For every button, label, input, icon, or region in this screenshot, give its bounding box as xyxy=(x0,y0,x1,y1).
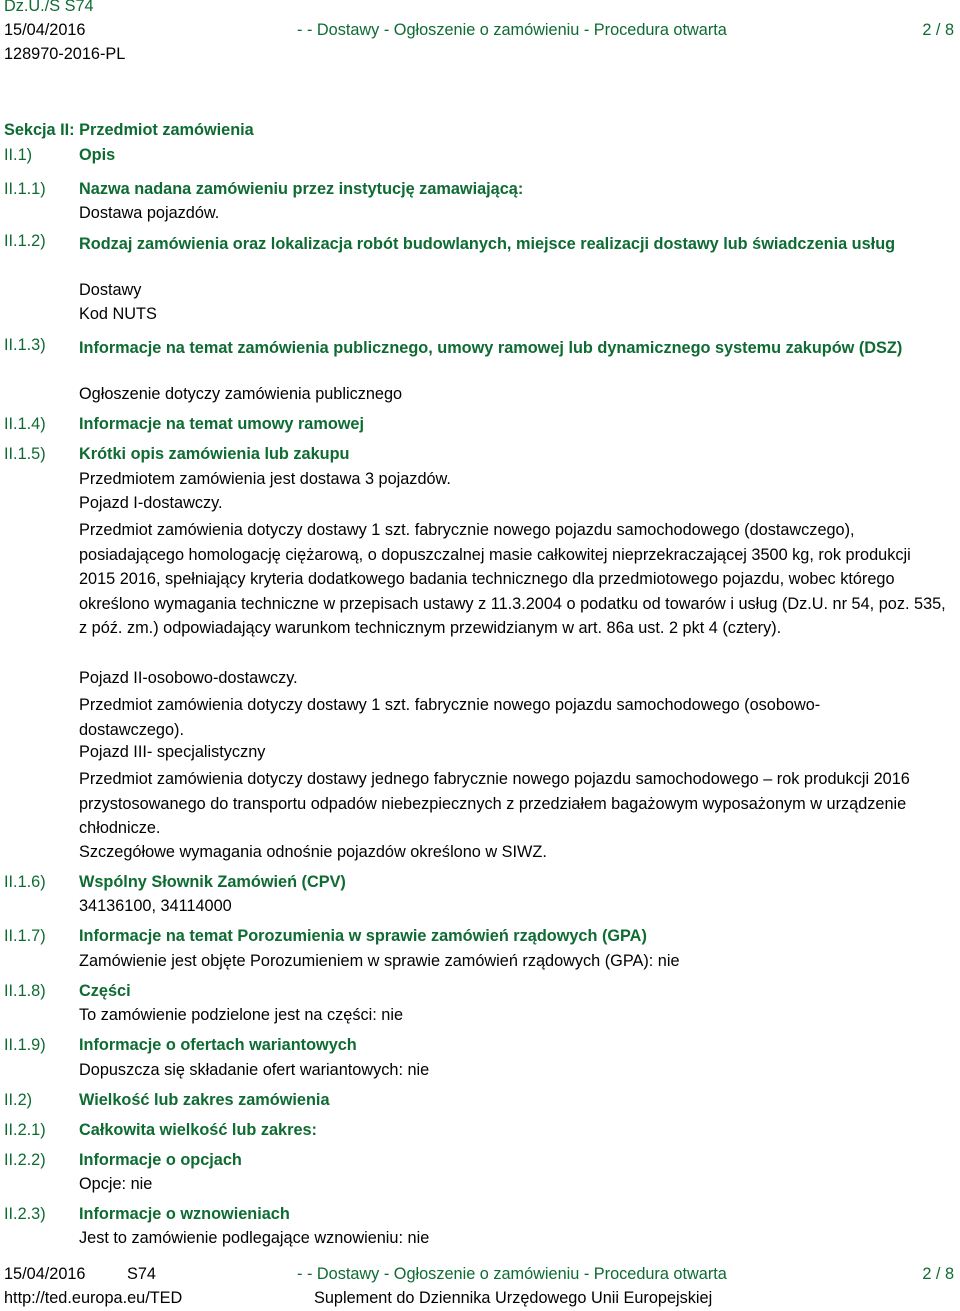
item-value: Dostawa pojazdów. xyxy=(79,204,220,222)
footer-journal: S74 xyxy=(127,1265,156,1283)
description-paragraph: Przedmiot zamówienia dotyczy dostawy 1 szt. fabrycznie nowego pojazdu samochodowego (dostawczego), posiadającego homologację ciężarową, o dopuszczalnej masie całkowitej nieprzekraczającej 3500 kg, rok produkcji 2015 2016, spełniający kryteria dodatkowego badania technicznego dla przedmiotowego pojazdu, wobec którego określono wymagania techniczne w przepisach ustawy z 11.3.2004 o podatku od towarów i usług (Dz.U. nr 54, poz. 535, z póź. zm.) odpowiadający warunkom technicznym przewidzianym w art. 86a ust. 2 pkt 4 (cztery). xyxy=(79,521,946,637)
item-number: II.1.1) xyxy=(4,180,46,198)
item-value: Ogłoszenie dotyczy zamówienia publicznego xyxy=(79,385,403,403)
description-line: Pojazd II-osobowo-dostawczy. xyxy=(79,669,298,687)
item-number: II.2.2) xyxy=(4,1151,46,1169)
item-heading: Informacje o wznowieniach xyxy=(79,1205,290,1223)
item-number: II.1.3) xyxy=(4,336,46,354)
description-line: Przedmiotem zamówienia jest dostawa 3 pojazdów. xyxy=(79,470,451,488)
item-value: Dopuszcza się składanie ofert wariantowych: nie xyxy=(79,1061,430,1079)
item-number: II.2) xyxy=(4,1091,33,1109)
header-page-number: 2 / 8 xyxy=(922,21,954,39)
item-heading: Informacje na temat Porozumienia w sprawie zamówień rządowych (GPA) xyxy=(79,927,647,945)
description-line: Pojazd III- specjalistyczny xyxy=(79,743,266,761)
item-value: Kod NUTS xyxy=(79,305,157,323)
footer-date: 15/04/2016 xyxy=(4,1265,86,1283)
footer-url[interactable]: http://ted.europa.eu/TED xyxy=(4,1289,183,1307)
header-date: 15/04/2016 xyxy=(4,21,86,39)
item-number: II.1.2) xyxy=(4,232,46,250)
item-heading: Informacje na temat umowy ramowej xyxy=(79,415,365,433)
item-heading: Części xyxy=(79,982,131,1000)
item-value: Jest to zamówienie podlegające wznowieniu: nie xyxy=(79,1229,430,1247)
item-heading: Informacje o ofertach wariantowych xyxy=(79,1036,357,1054)
item-value: Zamówienie jest objęte Porozumieniem w sprawie zamówień rządowych (GPA): nie xyxy=(79,952,680,970)
cpv-codes: 34136100, 34114000 xyxy=(79,897,232,915)
item-number: II.1.6) xyxy=(4,873,46,891)
item-number: II.1.7) xyxy=(4,927,46,945)
section-title: Sekcja II: Przedmiot zamówienia xyxy=(4,121,254,139)
item-heading: Opis xyxy=(79,146,116,164)
header-title: - - Dostawy - Ogłoszenie o zamówieniu - Procedura otwarta xyxy=(297,21,727,39)
item-heading: Nazwa nadana zamówieniu przez instytucję zamawiającą: xyxy=(79,180,524,198)
item-heading: Informacje na temat zamówienia publicznego, umowy ramowej lub dynamicznego systemu zakupów (DSZ) xyxy=(79,339,903,357)
header-journal: Dz.U./S S74 xyxy=(4,0,94,15)
item-number: II.1.8) xyxy=(4,982,46,1000)
item-number: II.1.5) xyxy=(4,445,46,463)
item-number: II.1.4) xyxy=(4,415,46,433)
description-paragraph: Przedmiot zamówienia dotyczy dostawy 1 szt. fabrycznie nowego pojazdu samochodowego (osobowo-dostawczego). xyxy=(79,696,821,739)
footer-supplement: Suplement do Dziennika Urzędowego Unii Europejskiej xyxy=(314,1289,713,1307)
item-number: II.1.9) xyxy=(4,1036,46,1054)
item-heading: Informacje o opcjach xyxy=(79,1151,242,1169)
item-number: II.2.3) xyxy=(4,1205,46,1223)
item-value: Dostawy xyxy=(79,281,142,299)
footer-title: - - Dostawy - Ogłoszenie o zamówieniu - Procedura otwarta xyxy=(297,1265,727,1283)
item-heading: Całkowita wielkość lub zakres: xyxy=(79,1121,317,1139)
item-heading: Wielkość lub zakres zamówienia xyxy=(79,1091,330,1109)
item-heading: Krótki opis zamówienia lub zakupu xyxy=(79,445,350,463)
description-line: Pojazd I-dostawczy. xyxy=(79,494,223,512)
item-heading: Wspólny Słownik Zamówień (CPV) xyxy=(79,873,346,891)
item-number: II.2.1) xyxy=(4,1121,46,1139)
footer-page-number: 2 / 8 xyxy=(922,1265,954,1283)
description-line: Szczegółowe wymagania odnośnie pojazdów określono w SIWZ. xyxy=(79,843,547,861)
item-number: II.1) xyxy=(4,146,33,164)
header-notice-id: 128970-2016-PL xyxy=(4,45,126,63)
item-value: Opcje: nie xyxy=(79,1175,153,1193)
item-heading: Rodzaj zamówienia oraz lokalizacja robót budowlanych, miejsce realizacji dostawy lub świadczenia usług xyxy=(79,235,896,253)
item-value: To zamówienie podzielone jest na części: nie xyxy=(79,1006,403,1024)
description-paragraph: Przedmiot zamówienia dotyczy dostawy jednego fabrycznie nowego pojazdu samochodowego – rok produkcji 2016 przystosowanego do transportu odpadów niebezpiecznych z przedziałem bagażowym wyposażonym w urządzenie chłodnicze. xyxy=(79,770,910,837)
